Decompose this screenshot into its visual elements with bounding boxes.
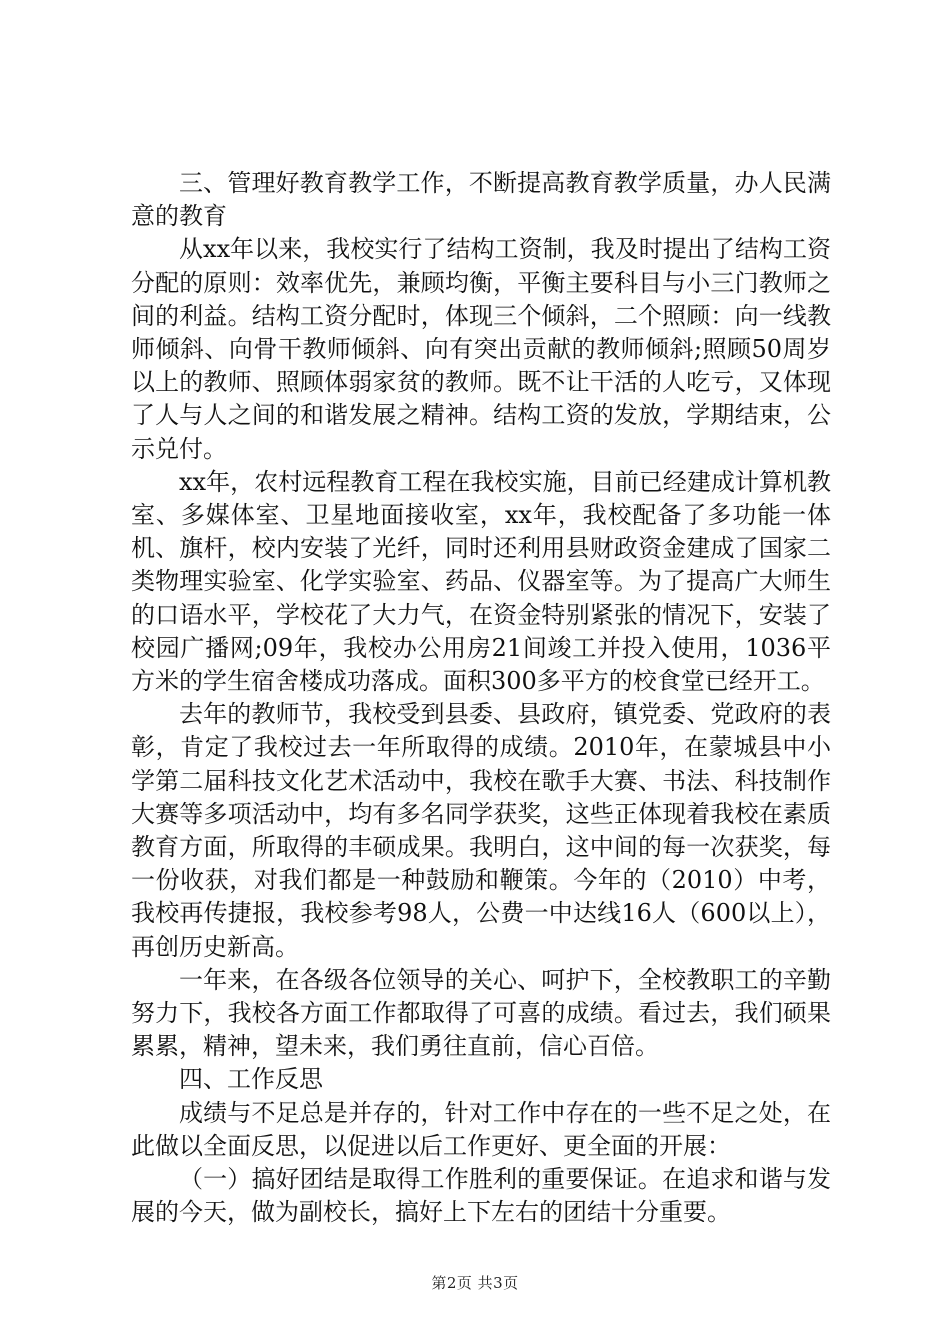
section-heading-four: 四、工作反思 <box>179 1065 323 1094</box>
paragraph-remote-education: xx年，农村远程教育工程在我校实施，目前已经建成计算机教室、多媒体室、卫星地面接收室，xx年，我校配备了多功能一体机、旗杆，校内安装了光纤，同时还利用县财政资金建成了国家二类物理实验室、化学实验室、药品、仪器室等。为了提高广大师生的口语水平，学校花了大力气，在资金特别紧张的情况下，安装了校园广播网;09年，我校办公用房21间竣工并投入使用，1036平方米的学生宿舍楼成功落成。面积300多平方的校食堂已经开工。 <box>131 467 831 696</box>
paragraph-unity: （一）搞好团结是取得工作胜利的重要保证。在追求和谐与发展的今天，做为副校长，搞好上下左右的团结十分重要。 <box>131 1165 831 1227</box>
paragraph-reflection-intro: 成绩与不足总是并存的，针对工作中存在的一些不足之处，在此做以全面反思，以促进以后工作更好、更全面的开展： <box>131 1098 831 1160</box>
paragraph-structural-wages: 从xx年以来，我校实行了结构工资制，我及时提出了结构工资分配的原则：效率优先，兼顾均衡，平衡主要科目与小三门教师之间的利益。结构工资分配时，体现三个倾斜，二个照顾：向一线教师倾斜、向骨干教师倾斜、向有突出贡献的教师倾斜;照顾50周岁以上的教师、照顾体弱家贫的教师。既不让干活的人吃亏，又体现了人与人之间的和谐发展之精神。结构工资的发放，学期结束，公示兑付。 <box>131 235 831 463</box>
paragraph-year-summary: 一年来，在各级各位领导的关心、呵护下，全校教职工的辛勤努力下，我校各方面工作都取得了可喜的成绩。看过去，我们硕果累累，精神，望未来，我们勇往直前，信心百倍。 <box>131 965 831 1061</box>
section-heading-three: 三、管理好教育教学工作，不断提高教育教学质量，办人民满意的教育 <box>131 169 831 231</box>
document-body <box>131 167 831 1230</box>
paragraph-achievements: 去年的教师节，我校受到县委、县政府，镇党委、党政府的表彰，肯定了我校过去一年所取得的成绩。2010年，在蒙城县中小学第二届科技文化艺术活动中，我校在歌手大赛、书法、科技制作大赛等多项活动中，均有多名同学获奖，这些正体现着我校在素质教育方面，所取得的丰硕成果。我明白，这中间的每一次获奖，每一份收获，对我们都是一种鼓励和鞭策。今年的（2010）中考，我校再传捷报，我校参考98人，公费一中达线16人（600以上），再创历史新高。 <box>131 700 831 961</box>
page-number-footer: 第2页 共3页 <box>431 1274 519 1292</box>
